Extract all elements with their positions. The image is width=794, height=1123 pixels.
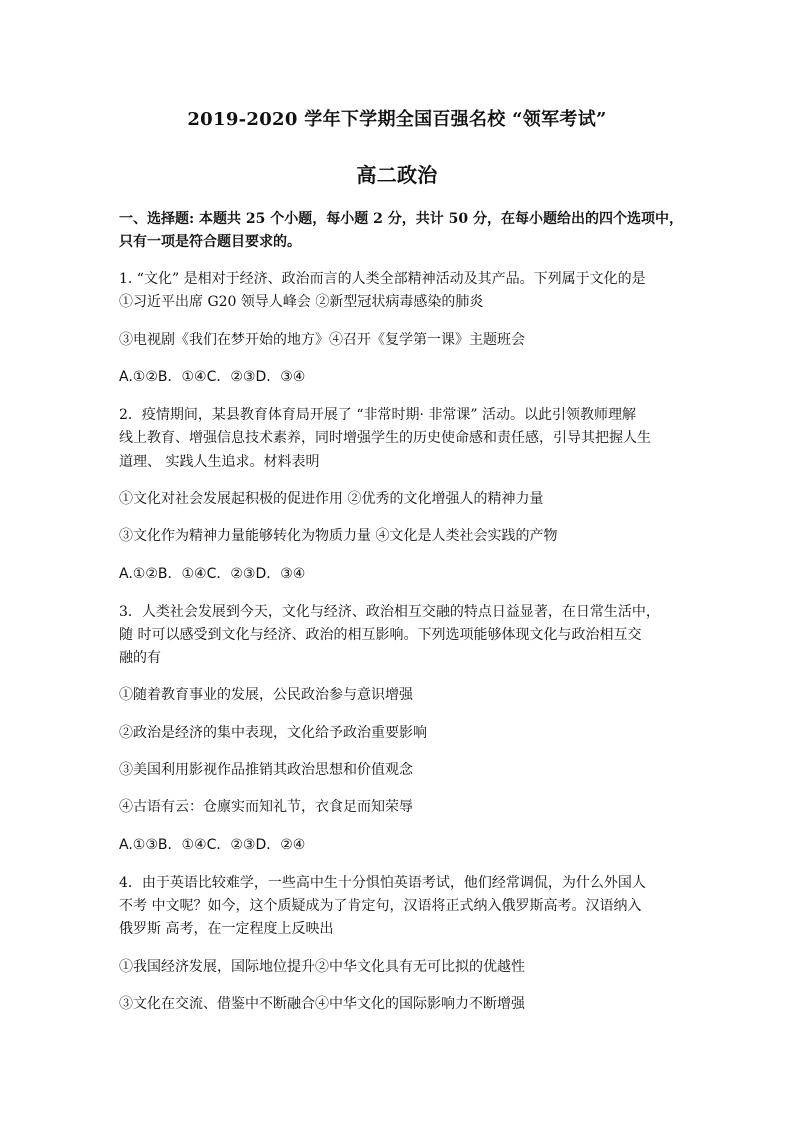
q3-option-line-3: ③美国利用影视作品推销其政治思想和价值观念 (119, 762, 413, 778)
q3-option-line-4: ④古语有云：仓廪实而知礼节，衣食足而知荣辱 (119, 799, 413, 815)
section-heading-line-1: 一、选择题: 本题共 25 个小题，每小题 2 分，共计 50 分，在每小题给出的四个选项中， (119, 211, 683, 227)
q1-option-line: ③电视剧《我们在梦开始的地方》④召开《复学第一课》主题班会 (119, 332, 525, 348)
q3-stem-line-3: 融的有 (119, 650, 161, 666)
q3-option-line-2: ②政治是经济的集中表现，文化给予政治重要影响 (119, 725, 427, 741)
q3-stem-line-1: 3．人类社会发展到今天，文化与经济、政治相互交融的特点日益显著，在日常生活中， (119, 604, 660, 620)
q3-stem-line-2: 随 时可以感受到文化与经济、政治的相互影响。下列选项能够体现文化与政治相互交 (119, 627, 642, 643)
q3-answer-choices: A.①③B．①④C．②③D．②④ (119, 837, 306, 853)
q2-answer-choices: A.①②B．①④C．②③D．③④ (119, 566, 306, 582)
q3-option-line-1: ①随着教育事业的发展，公民政治参与意识增强 (119, 687, 413, 703)
q4-stem-line-3: 俄罗斯 高考，在一定程度上反映出 (119, 921, 334, 937)
q1-stem-line-2: ①习近平出席 G20 领导人峰会 ②新型冠状病毒感染的肺炎 (119, 294, 484, 310)
q4-stem-line-1: 4．由于英语比较难学，一些高中生十分惧怕英语考试，他们经常调侃，为什么外国人 (119, 875, 646, 891)
q1-stem-line-1: 1. “文化” 是相对于经济、政治而言的人类全部精神活动及其产品。下列属于文化的是 (119, 271, 646, 287)
exam-title: 2019-2020 学年下学期全国百强名校 “领军考试” (187, 109, 607, 130)
q4-option-line-2: ③文化在交流、借鉴中不断融合④中华文化的国际影响力不断增强 (119, 996, 525, 1012)
q4-option-line-1: ①我国经济发展，国际地位提升②中华文化具有无可比拟的优越性 (119, 959, 525, 975)
subject-title: 高二政治 (356, 163, 438, 187)
q2-stem-line-2: 线上教育、增强信息技术素养，同时增强学生的历史使命感和责任感，引导其把握人生 (119, 430, 651, 446)
q2-stem-line-1: 2．疫情期间，某县教育体育局开展了 “非常时期· 非常课” 活动。以此引领教师理解 (119, 407, 637, 423)
q4-stem-line-2: 不考 中文呢？如今，这个质疑成为了肯定句，汉语将正式纳入俄罗斯高考。汉语纳入 (119, 898, 642, 914)
q2-option-line-1: ①文化对社会发展起积极的促进作用 ②优秀的文化增强人的精神力量 (119, 491, 544, 507)
q2-stem-line-3: 道理、 实践人生追求。材料表明 (119, 454, 320, 470)
q1-answer-choices: A.①②B．①④C．②③D．③④ (119, 369, 306, 385)
section-heading-line-2: 只有一项是符合题目要求的。 (119, 234, 301, 250)
q2-option-line-2: ③文化作为精神力量能够转化为物质力量 ④文化是人类社会实践的产物 (119, 528, 558, 544)
